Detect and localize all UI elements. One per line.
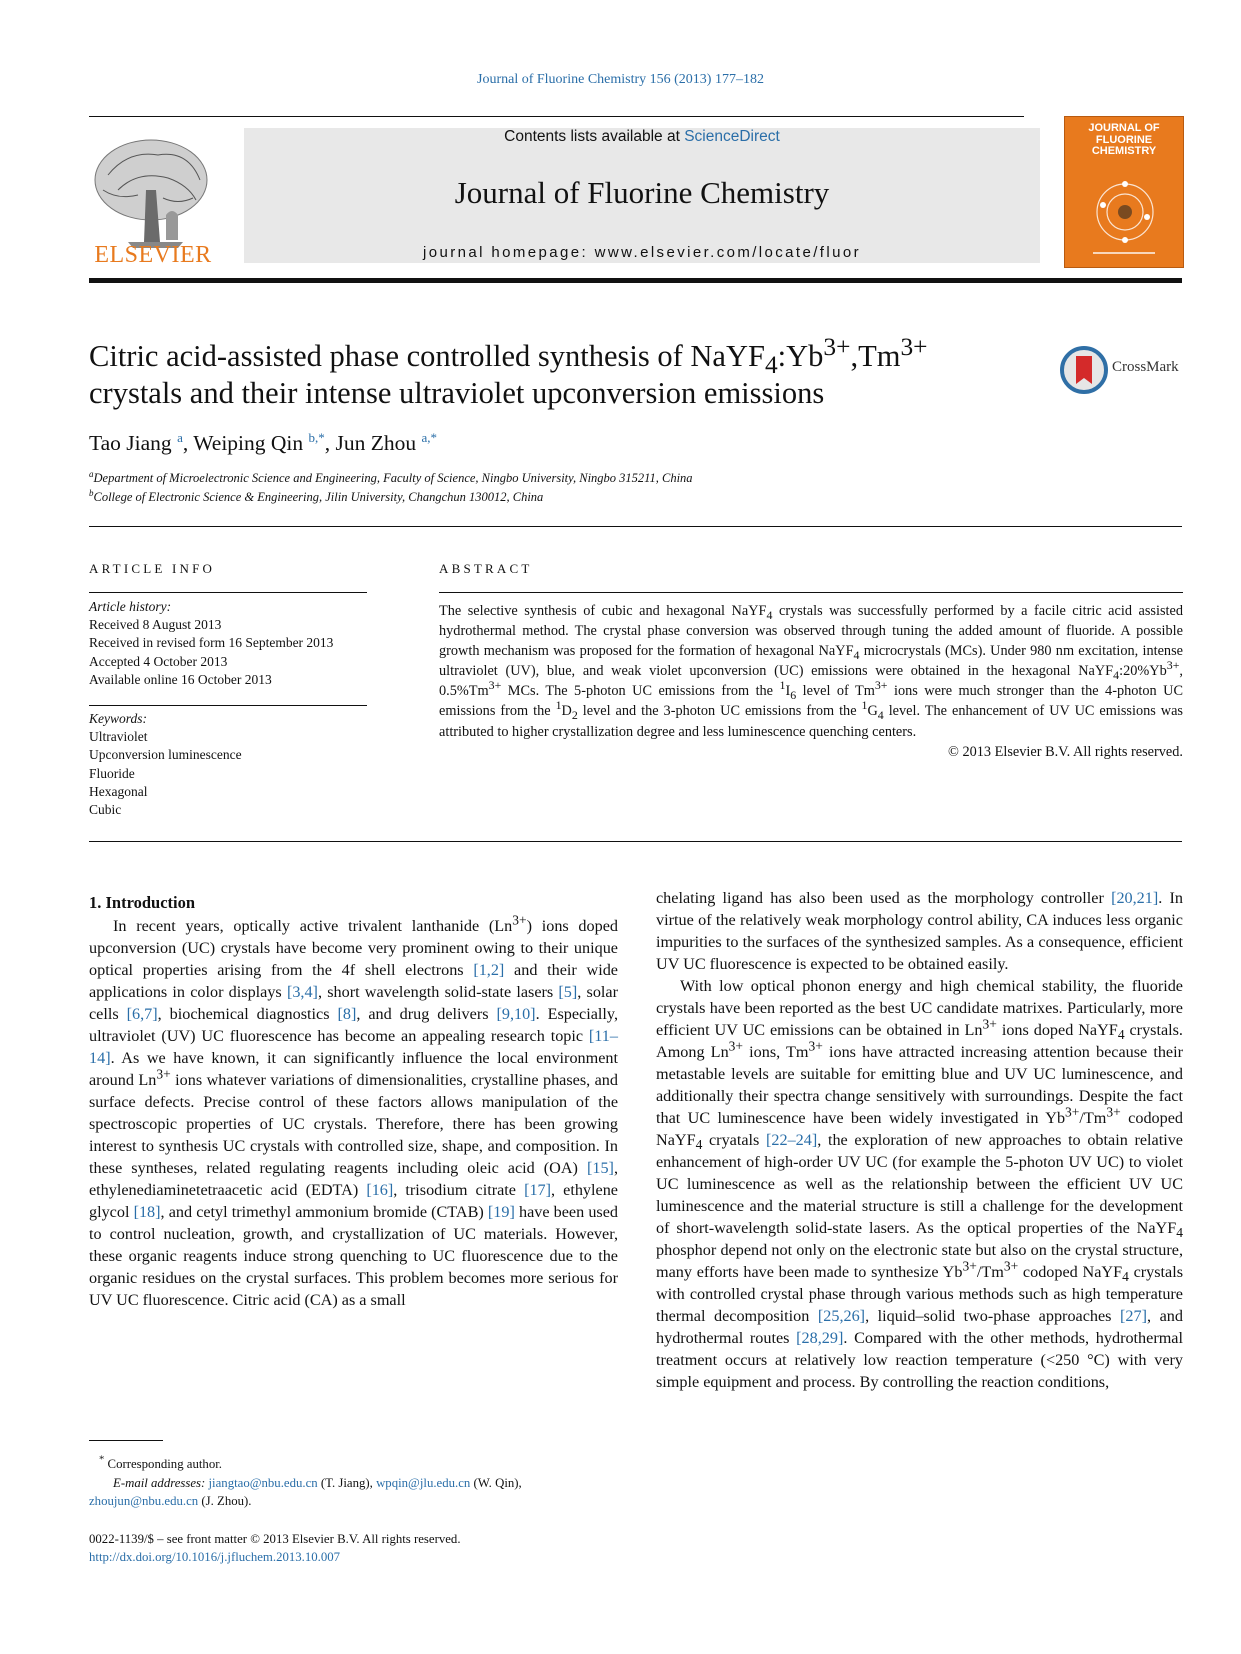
elsevier-logo [88,130,218,266]
crossmark-badge[interactable] [1060,346,1190,394]
article-title: Citric acid-assisted phase controlled synthesis of $NaYF_4:Yb^{3+},Tm^{3+}$ crystals and their intense ultraviolet upconversion emissions [89,332,928,410]
keywords [89,710,369,819]
corresponding-author-note: * Corresponding author. [99,1454,222,1471]
history-label: Article history: [89,599,172,614]
citation-link[interactable]: [1,2] [473,961,505,979]
header-top-rule [89,116,1024,117]
elsevier-wordmark: ELSEVIER [94,242,212,268]
journal-title: Journal of Fluorine Chemistry [454,175,830,210]
citation-link[interactable]: [25,26] [817,1307,866,1325]
keyword-item: Cubic [89,802,122,818]
citation-link[interactable]: [16] [366,1181,394,1199]
citation-link[interactable]: [9,10] [496,1005,536,1023]
citation-link[interactable]: [19] [487,1203,515,1221]
keyword-item: Fluoride [89,765,135,781]
citation-link[interactable]: [8] [337,1005,357,1023]
paragraph: chelating ligand has also been used as the morphology controller [20,21]. In virtue of the relatively weak morphology control ability, CA induces less organic impurities to the surfaces of the synthesized samples. As a consequence, efficient UV UC fluorescence is expected to be obtained easily. [656,889,1184,973]
affiliation-b: $^b$College of Electronic Science & Engineering, Jilin University, Changchun 130012, China [89,487,544,504]
header-thick-rule [89,278,1182,283]
section-heading: 1. Introduction [89,893,196,912]
footnote-rule [89,1440,163,1441]
paragraph: In recent years, optically active trivalent lanthanide $(Ln^{3+})$ ions doped upconversion (UC) crystals have become very prominent owing to their unique optical properties arising from the 4f shell electrons [1,2] and their wide applications in color displays [3,4], short wavelength solid-state lasers [5], solar cells [6,7], biochemical diagnostics [8], and drug delivers [9,10]. Especially, ultraviolet (UV) UC fluorescence has become an appealing research topic [11–14]. As we have known, it can significantly influence the local environment around $Ln^{3+}$ ions whatever variations of dimensionalities, crystalline phases, and surface defects. Precise control of these factors allows manipulation of the spectroscopic properties of UC crystals. Therefore, there has been growing interest to synthesis UC crystals with controlled size, shape, and composition. In these syntheses, related regulating reagents including oleic acid (OA) [15], ethylenediaminetetraacetic acid (EDTA) [16], trisodium citrate [17], ethylene glycol [18], and cetyl trimethyl ammonium bromide (CTAB) [19] have been used to control nucleation, growth, and crystallization of UC materials. However, these organic reagents induce strong quenching to UC fluorescence due to the organic residues on the crystal surfaces. This problem becomes more serious for UV UC fluorescence. Citric acid (CA) as a small [89,912,618,1309]
abstract-copyright: © 2013 Elsevier B.V. All rights reserved. [948,743,1183,760]
journal-reference[interactable]: Journal of Fluorine Chemistry 156 (2013) 177–182 [477,72,764,87]
email-link[interactable]: zhoujun@nbu.edu.cn [89,1494,199,1508]
keyword-item: Upconversion luminescence [89,747,242,763]
article-history [89,598,369,689]
author-name[interactable]: Weiping Qin [193,431,304,455]
abstract-heading: ABSTRACT [439,561,533,576]
issn-line: 0022-1139/$ – see front matter © 2013 Elsevier B.V. All rights reserved. [89,1532,461,1546]
journal-homepage[interactable]: journal homepage: www.elsevier.com/locate/fluor [423,244,861,261]
author-affiliation-mark[interactable]: a,* [421,429,438,445]
divider [89,841,1182,842]
abstract-text: The selective synthesis of cubic and hexagonal NaYF$_4$ crystals was successfully performed by a facile citric acid assisted hydrothermal method. The crystal phase conversion was observed through tuning the added amount of fluoride. A possible growth mechanism was proposed for the formation of hexagonal NaYF$_4$ microcrystals (MCs). Under 980 nm excitation, intense ultraviolet (UV), blue, and weak violet upconversion (UC) emissions were obtained in the hexagonal $NaYF_4:20\%Yb^{3+}$, $0.5\%Tm^{3+}$ MCs. The 5-photon UC emissions from the $^1I_6$ level of $Tm^{3+}$ ions were much stronger than the 4-photon UC emissions from the $^1D_2$ level and the 3-photon UC emissions from the $^1G_4$ level. The enhancement of UV UC emissions was attributed to higher crystallization degree and less luminescence quenching centers. © 2013 Elsevier B.V. All rights reserved. [439,601,1183,762]
article-info-heading: ARTICLE INFO [89,561,216,576]
contents-prefix: Contents lists available at [504,128,685,145]
citation-link[interactable]: [18] [133,1203,161,1221]
citation-link[interactable]: [3,4] [286,983,318,1001]
citation-link[interactable]: [6,7] [126,1005,158,1023]
citation-link[interactable]: [28,29] [796,1329,844,1347]
affiliation-a: $^a$Department of Microelectronic Science and Engineering, Faculty of Science, Ningbo University, Ningbo 315211, China [89,468,693,485]
journal-cover-image[interactable] [1064,116,1184,268]
sciencedirect-link[interactable]: ScienceDirect [684,128,780,145]
crossmark-icon [1060,346,1110,394]
email-link[interactable]: wpqin@jlu.edu.cn [376,1475,471,1490]
email-link[interactable]: jiangtao@nbu.edu.cn [208,1475,318,1490]
citation-link[interactable]: [11–14] [89,1027,618,1067]
citation-link[interactable]: [27] [1120,1307,1148,1325]
crossmark-label: CrossMark [1112,359,1179,375]
body-column-left [89,912,618,1311]
author-affiliation-mark[interactable]: a [177,429,183,445]
email-addresses-cont: zhoujun@nbu.edu.cn (J. Zhou). [89,1494,252,1508]
contents-line [244,128,1040,146]
keyword-item: Ultraviolet [89,729,148,745]
history-item: Received 8 August 2013 [89,617,222,633]
atom-icon [1065,117,1183,267]
citation-link[interactable]: [5] [558,983,578,1001]
citation-link[interactable]: [15] [586,1159,614,1177]
body-column-right [656,887,1183,1393]
history-item: Accepted 4 October 2013 [89,653,228,669]
author-name[interactable]: Tao Jiang [89,431,172,455]
paragraph: With low optical phonon energy and high chemical stability, the fluoride crystals have been reported as the best UC candidate matrixes. Particularly, more efficient UV UC emissions can be obtained in $Ln^{3+}$ ions doped NaYF$_4$ crystals. Among $Ln^{3+}$ ions, $Tm^{3+}$ ions have attracted increasing attention because their metastable levels are suitable for emitting blue and UV UC luminescence, and additionally their spectra change sensitively with surroundings. Despite the fact that UC luminescence have been widely investigated in $Yb^{3+}/Tm^{3+}$ codoped NaYF$_4$ cryatals [22–24], the exploration of new approaches to obtain relative enhancement of high-order UV UC (for example the 5-photon UV UC) to violet UC luminescence as well as the relationship between the efficient UV UC luminescence and the material structure is still a challenge for the development of short-wavelength solid-state lasers. As the optical properties of the NaYF$_4$ phosphor depend not only on the electronic state but also on the crystal structure, many efforts have been made to synthesize $Yb^{3+}/Tm^{3+}$ codoped NaYF$_4$ crystals with controlled crystal phase through various methods such as high temperature thermal decomposition [25,26], liquid–solid two-phase approaches [27], and hydrothermal routes [28,29]. Compared with the other methods, hydrothermal treatment occurs at relatively low reaction temperature (<250 °C) with very simple equipment and process. By controlling the reaction conditions, [656,977,1184,1391]
divider [89,592,367,593]
divider [89,526,1182,527]
issn-block [89,1530,461,1566]
citation-link[interactable]: [20,21] [1111,889,1159,907]
history-item: Available online 16 October 2013 [89,671,272,687]
author-name[interactable]: Jun Zhou [335,431,417,455]
keyword-item: Hexagonal [89,783,148,799]
email-addresses: E-mail addresses: jiangtao@nbu.edu.cn (T. Jiang), wpqin@jlu.edu.cn (W. Qin), [113,1475,522,1490]
citation-link[interactable]: [22–24] [766,1131,818,1149]
author-affiliation-mark[interactable]: b,* [308,429,325,445]
history-item: Received in revised form 16 September 2013 [89,635,334,651]
citation-link[interactable]: [17] [524,1181,552,1199]
keywords-label: Keywords: [89,711,147,726]
doi-link[interactable]: http://dx.doi.org/10.1016/j.jfluchem.2013.10.007 [89,1550,341,1564]
footnote [89,1455,629,1511]
divider [439,592,1183,593]
cover-title: JOURNAL OF FLUORINE CHEMISTRY [1088,122,1160,158]
divider [89,705,367,706]
author-list: Tao Jiang $^a$, Weiping Qin $^{b,*}$, Jun Zhou $^{a,*}$ [89,429,438,455]
